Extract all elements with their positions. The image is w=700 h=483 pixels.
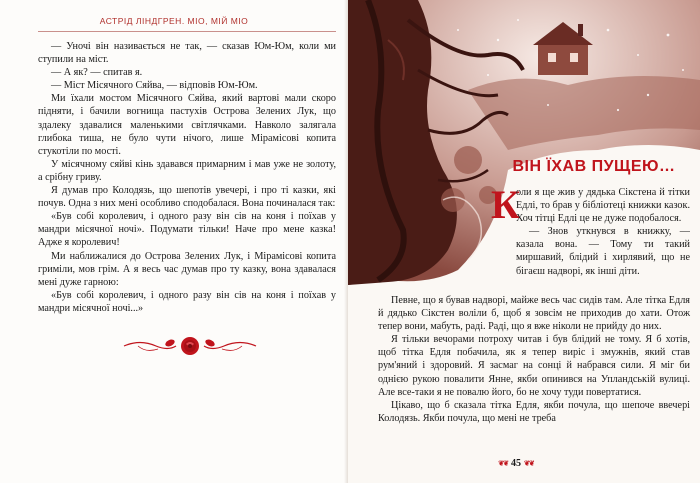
rose-ornament-icon (120, 331, 260, 361)
running-head-rule (38, 31, 336, 32)
paragraph: — Міст Місячного Сяйва, — відповів Юм-Юм. (51, 80, 258, 92)
drop-cap: К (491, 182, 521, 227)
paragraph: «Був собі королевич, і одного разу він сів на коня і поїхав у мандри місячної ночі...» (38, 289, 336, 314)
paragraph: Ми наближалися до Острова Зелених Лук, і Мірамісові копита гриміли, мов грім. А я весь час думав про ту казку, вона здавалася мені дуже гарною: (38, 250, 336, 288)
folio-ornament-icon: ❦❦ (498, 459, 508, 468)
paragraph: Певне, що я бував надворі, майже весь час сидів там. Але тітка Едля й дядько Сікстен воліли б, щоб я зовсім не приходив до хати. Отож тепер вони, мабуть, раді. Раді, що я вже ніколи не прийду до них. (378, 295, 690, 333)
paragraph: Я тільки вечорами потроху читав і був блідий не тому. Я б хотів, щоб тітка Едля побачила, як я тепер виріс і змужнів, який став рум'яний і здоровий. Я засмаг на сонці й набрався сили. Я міг би однією рукою повалити Янне, якби опинився на Упландській вулиці. Але все-таки я не повалю його, бо не хочу туди повертатися. (378, 334, 690, 398)
left-page (0, 0, 348, 483)
paragraph: — Знов уткнувся в книжку, — казала вона. — Тому ти такий миршавий, блідий і хирлявий, що не бігаєш надворі, як інші діти. (516, 226, 690, 277)
paragraph: — А як? — спитав я. (51, 67, 143, 79)
paragraph: Я думав про Колодязь, що шепотів увечері, і про ті казки, які почув. Одна з них мені особливо сподобалася. Вона починалася так: (38, 185, 336, 210)
chapter-title: ВІН ЇХАВ ПУЩЕЮ… (512, 158, 676, 175)
paragraph: «Був собі королевич, і одного разу він сів на коня і поїхав у мандри місячної ночі». Подумати тільки! Наче про мене казка! Адже я королевич! (38, 211, 336, 249)
right-page-upper-text (516, 186, 690, 278)
page-number-value: 45 (511, 458, 521, 469)
folio-ornament-icon: ❦❦ (524, 459, 534, 468)
paragraph: Цікаво, що б сказала тітка Едля, якби почула, що шепоче ввечері Колодязь. Якби почула, що мені не треба (378, 399, 690, 424)
right-page-lower-text (378, 294, 690, 425)
page-number (476, 458, 556, 469)
paragraph: оли я ще жив у дядька Сікстена й тітки Едлі, то брав у бібліотеці книжки казок. Хоч тітці Едлі це не дуже подобалося. (516, 187, 690, 225)
left-page-text (38, 40, 336, 315)
paragraph: Ми їхали мостом Місячного Сяйва, який вартові мали скоро підняти, і бачили вогнища пастухів Острова Зелених Лук, що здалеку здавалися маленькими світлячками. Навколо залягала глибока тиша, не було чути нічого, лише Мірамісові копита стукотіли по мості. (38, 93, 336, 157)
right-page (348, 0, 700, 483)
paragraph: У місячному сяйві кінь здавався примарним і мав уже не золоту, а срібну гриву. (38, 158, 336, 183)
paragraph: — Уночі він називається не так, — сказав Юм-Юм, коли ми ступили на міст. (38, 41, 336, 66)
running-head: АСТРІД ЛІНДГРЕН. МІО, МІЙ МІО (99, 16, 249, 26)
